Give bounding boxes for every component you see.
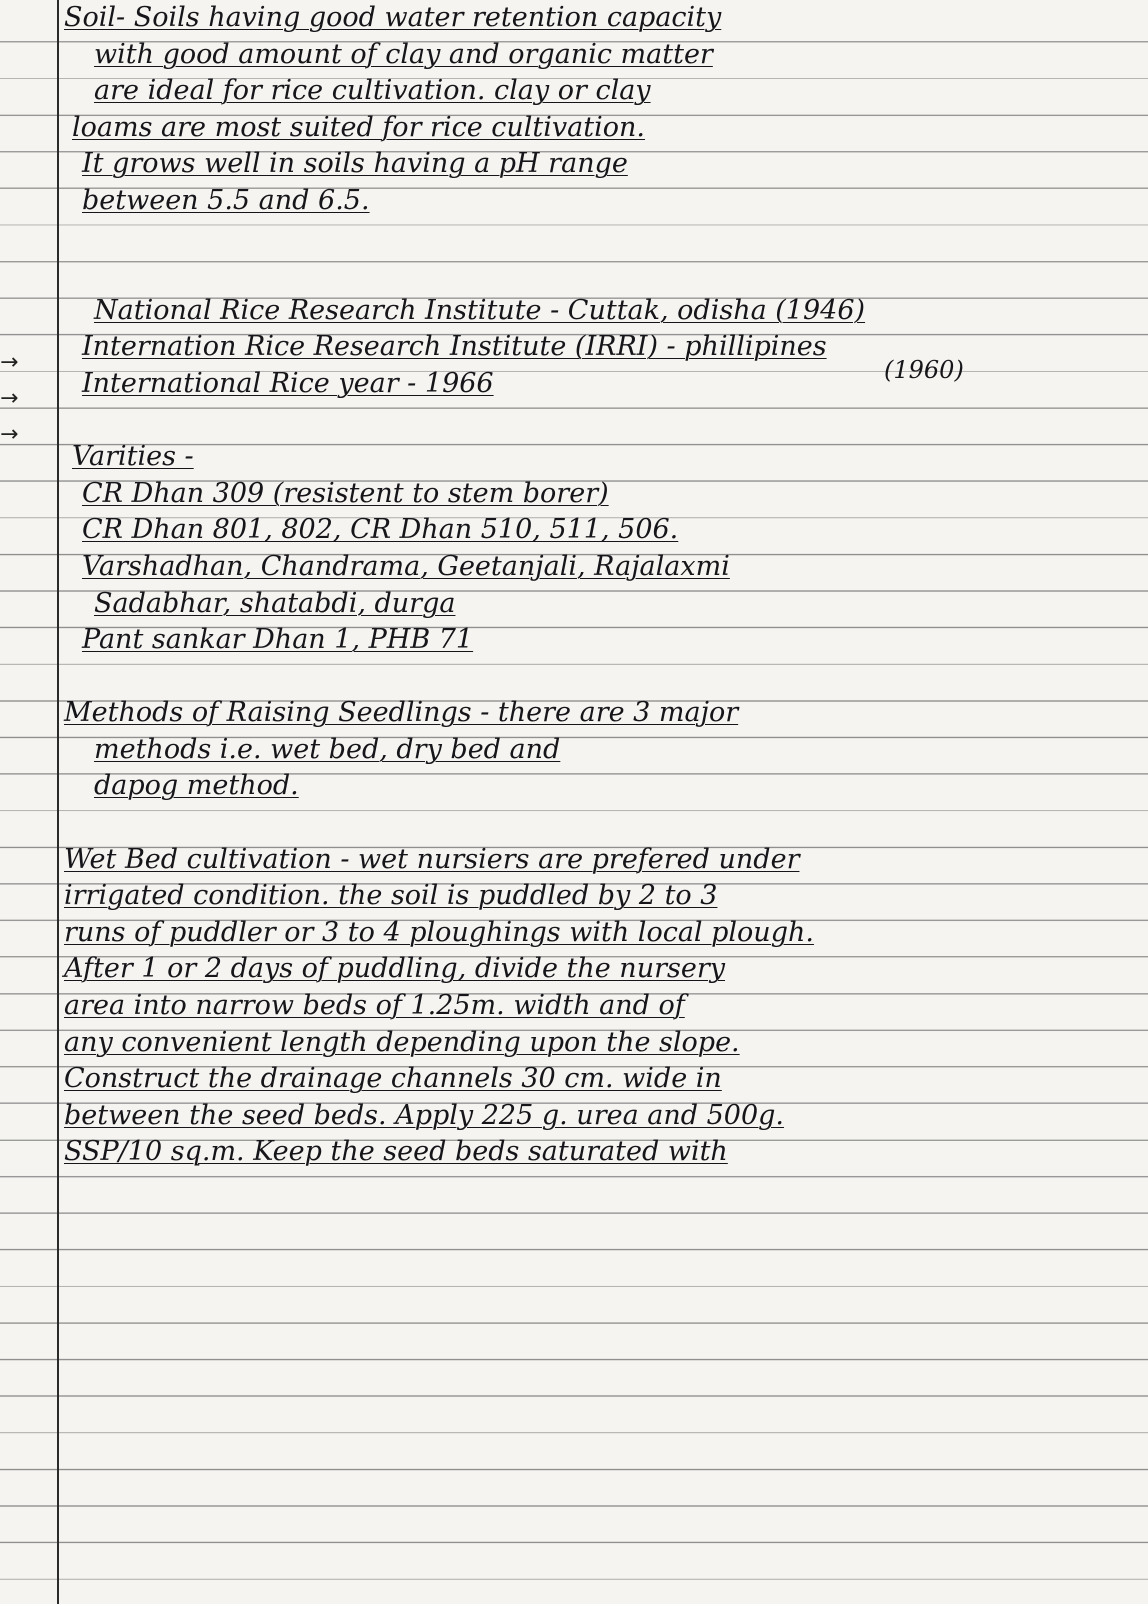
irri-year-note: (1960) xyxy=(884,355,964,384)
methods-line: Methods of Raising Seedlings - there are 3 major xyxy=(64,697,739,729)
soil-line: between 5.5 and 6.5. xyxy=(82,184,370,216)
methods-line: dapog method. xyxy=(94,770,299,802)
wet-bed-line: area into narrow beds of 1.25m. width and of xyxy=(64,990,685,1022)
variety-line: CR Dhan 801, 802, CR Dhan 510, 511, 506. xyxy=(82,514,679,546)
variety-line: CR Dhan 309 (resistent to stem borer) xyxy=(82,477,609,509)
wet-bed-line: Wet Bed cultivation - wet nursiers are prefered under xyxy=(64,843,800,875)
methods-line: methods i.e. wet bed, dry bed and xyxy=(94,733,561,765)
margin-line xyxy=(57,0,59,1604)
varieties-heading: Varities - xyxy=(72,441,194,473)
institute-line-text: International Rice year - 1966 xyxy=(82,367,494,399)
wet-bed-line: After 1 or 2 days of puddling, divide the nursery xyxy=(64,953,725,985)
handwritten-notes xyxy=(64,0,1134,1171)
variety-line: Varshadhan, Chandrama, Geetanjali, Rajalaxmi xyxy=(82,550,730,582)
arrow-icon: → xyxy=(0,350,19,375)
soil-line: with good amount of clay and organic matter xyxy=(94,38,713,70)
wet-bed-line: Construct the drainage channels 30 cm. wide in xyxy=(64,1063,722,1095)
wet-bed-line: runs of puddler or 3 to 4 ploughings with local plough. xyxy=(64,916,814,948)
arrow-icon: → xyxy=(0,386,19,411)
variety-line: Pant sankar Dhan 1, PHB 71 xyxy=(82,624,474,656)
soil-line: Soil- Soils having good water retention capacity xyxy=(64,2,722,33)
soil-line: are ideal for rice cultivation. clay or clay xyxy=(94,75,651,107)
soil-line: It grows well in soils having a pH range xyxy=(82,148,628,180)
soil-line: loams are most suited for rice cultivation. xyxy=(72,111,645,143)
wet-bed-line: between the seed beds. Apply 225 g. urea and 500g. xyxy=(64,1099,785,1131)
institute-line: National Rice Research Institute - Cuttak, odisha (1946) xyxy=(94,294,866,326)
wet-bed-line: any convenient length depending upon the slope. xyxy=(64,1026,740,1058)
variety-line: Sadabhar, shatabdi, durga xyxy=(94,587,456,619)
institute-line: Internation Rice Research Institute (IRRI) - phillipines xyxy=(82,331,827,363)
institute-line xyxy=(64,355,1134,403)
wet-bed-line: irrigated condition. the soil is puddled by 2 to 3 xyxy=(64,880,718,912)
wet-bed-line: SSP/10 sq.m. Keep the seed beds saturated with xyxy=(64,1136,728,1168)
arrow-icon: → xyxy=(0,422,19,447)
